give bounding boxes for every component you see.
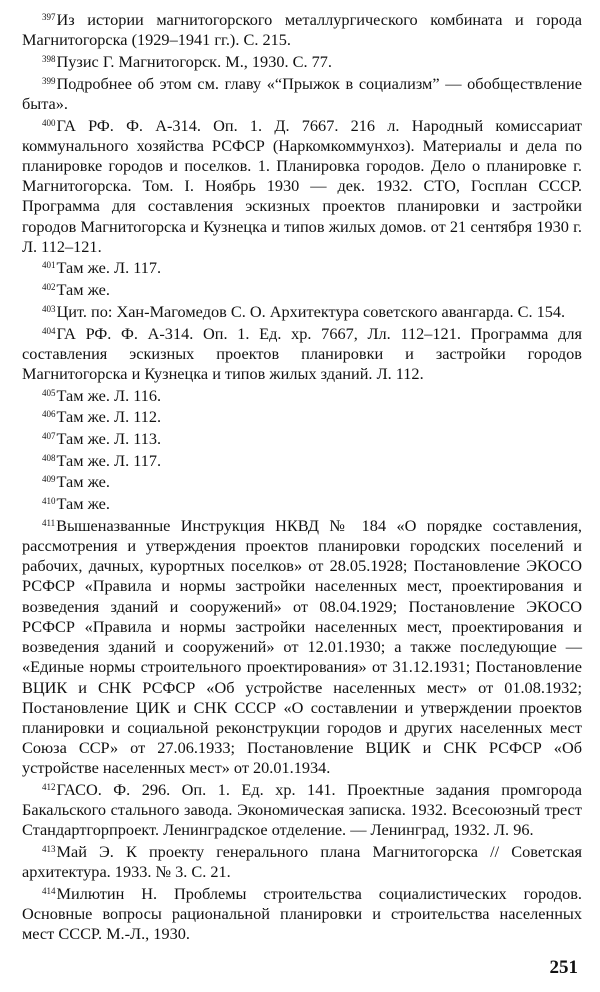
footnote — [22, 386, 582, 406]
footnote-number: 414 — [42, 886, 56, 897]
footnote-text: Май Э. К проекту генерального плана Магнитогорска // Советская архитектура. 1933. № 3. С. 21. — [22, 842, 582, 882]
footnote-text: Там же. Л. 112. — [56, 407, 162, 427]
footnote-text: Там же. — [56, 494, 110, 514]
footnote-number: 406 — [42, 409, 56, 420]
footnote-number: 398 — [42, 53, 56, 64]
footnote — [22, 258, 582, 278]
footnote — [22, 10, 582, 50]
footnote — [22, 780, 582, 841]
footnote — [22, 516, 582, 779]
footnote-text: Пузис Г. Магнитогорск. М., 1930. С. 77. — [56, 51, 332, 71]
footnote-text: ГА РФ. Ф. А-314. Оп. 1. Ед. хр. 7667, Лл. 112–121. Программа для составления эскизных проектов планировки и застройки городов Магнитогорска и Кузнецка и типов жилых зданий. Л. 112. — [22, 323, 582, 383]
footnote — [22, 52, 582, 72]
footnote-number: 399 — [42, 75, 56, 86]
footnote — [22, 74, 582, 114]
footnote-text: Там же. — [56, 280, 110, 300]
footnote-number: 400 — [42, 117, 56, 128]
footnote — [22, 324, 582, 385]
footnote — [22, 280, 582, 300]
footnote — [22, 472, 582, 492]
footnote — [22, 884, 582, 945]
footnote-number: 404 — [42, 325, 56, 336]
footnote-text: Там же. Л. 113. — [56, 429, 162, 449]
footnote-number: 397 — [42, 12, 56, 22]
footnote-text: Там же. — [56, 472, 110, 492]
footnote — [22, 451, 582, 471]
footnote-text: Цит. по: Хан-Магомедов С. О. Архитектура советского авангарда. С. 154. — [56, 301, 566, 321]
footnote-number: 412 — [42, 782, 56, 793]
footnote-text: Вышеназванные Инструкция НКВД № 184 «О порядке составления, рассмотрения и утверждения проектов планировки городских поселений и рабочих, дачных, курортных поселков» от 28.05.1928; Постановление ЭКОСО РСФСР «Правила и нормы застройки населенных мест, проектирования и возведения зданий и сооружений» от 08.04.1929; Постановление ЭКОСО РСФСР «Правила и нормы застройки населенных мест, проектирования и возведения зданий и сооружений» от 12.01.1930; а также последующие — «Единые нормы строительного проектирования» от 31.12.1931; Постановление ВЦИК и СНК РСФСР «Об устройстве населенных мест» от 01.08.1932; Постановление ЦИК и СНК СССР «О составлении и утверждении проектов планировки и социальной реконструкции городов и других населенных мест Союза ССР» от 27.06.1933; Постановление ВЦИК и СНК РСФСР «Об устройстве населенных мест» от 20.01.1934. — [22, 515, 582, 778]
footnote — [22, 407, 582, 427]
footnote — [22, 116, 582, 257]
footnote-number: 413 — [42, 844, 56, 855]
footnote — [22, 494, 582, 514]
footnote-number: 405 — [42, 387, 56, 398]
footnote-text: Там же. Л. 117. — [56, 450, 162, 470]
footnote-text: Там же. Л. 117. — [56, 258, 162, 278]
footnote-number: 402 — [42, 282, 56, 293]
footnote-number: 410 — [42, 496, 56, 507]
footnote-text: ГАСО. Ф. 296. Оп. 1. Ед. хр. 141. Проектные задания промгорода Бакальского стального завода. Экономическая записка. 1932. Всесоюзный трест Стандартгорпроект. Ленинградское отделение. — Ленинград, 1932. Л. 96. — [22, 780, 582, 840]
footnote-number: 411 — [42, 517, 56, 528]
page-number: 251 — [549, 957, 578, 978]
footnote-text: Подробнее об этом см. главу «“Прыжок в социализм” — обобществление быта». — [22, 73, 582, 113]
footnote-text: Из истории магнитогорского металлургического комбината и города Магнитогорска (1929–1941 гг.). С. 215. — [22, 10, 582, 50]
footnote-number: 408 — [42, 452, 56, 463]
footnote-text: Милютин Н. Проблемы строительства социалистических городов. Основные вопросы рациональной планировки и строительства населенных мест СССР. М.-Л., 1930. — [22, 884, 582, 944]
footnote — [22, 842, 582, 882]
footnote — [22, 429, 582, 449]
footnote — [22, 302, 582, 322]
footnote-number: 407 — [42, 431, 56, 442]
footnote-text: ГА РФ. Ф. А-314. Оп. 1. Д. 7667. 216 л. Народный комиссариат коммунального хозяйства РСФСР (Наркомкоммунхоз). Материалы и дела по планировке городов и поселков. 1. Планировка городов. Дело о планировке г. Магнитогорска. Том. I. Ноябрь 1930 — дек. 1932. СТО, Госплан СССР. Программа для составления эскизных проектов планировки и застройки городов Магнитогорска и Кузнецка и типов жилых домов. от 21 сентября 1930 г. Л. 112–121. — [22, 115, 582, 256]
footnote-number: 403 — [42, 303, 56, 314]
footnote-number: 409 — [42, 474, 56, 485]
footnotes-list — [22, 10, 582, 946]
footnote-text: Там же. Л. 116. — [56, 385, 162, 405]
footnote-number: 401 — [42, 260, 56, 271]
